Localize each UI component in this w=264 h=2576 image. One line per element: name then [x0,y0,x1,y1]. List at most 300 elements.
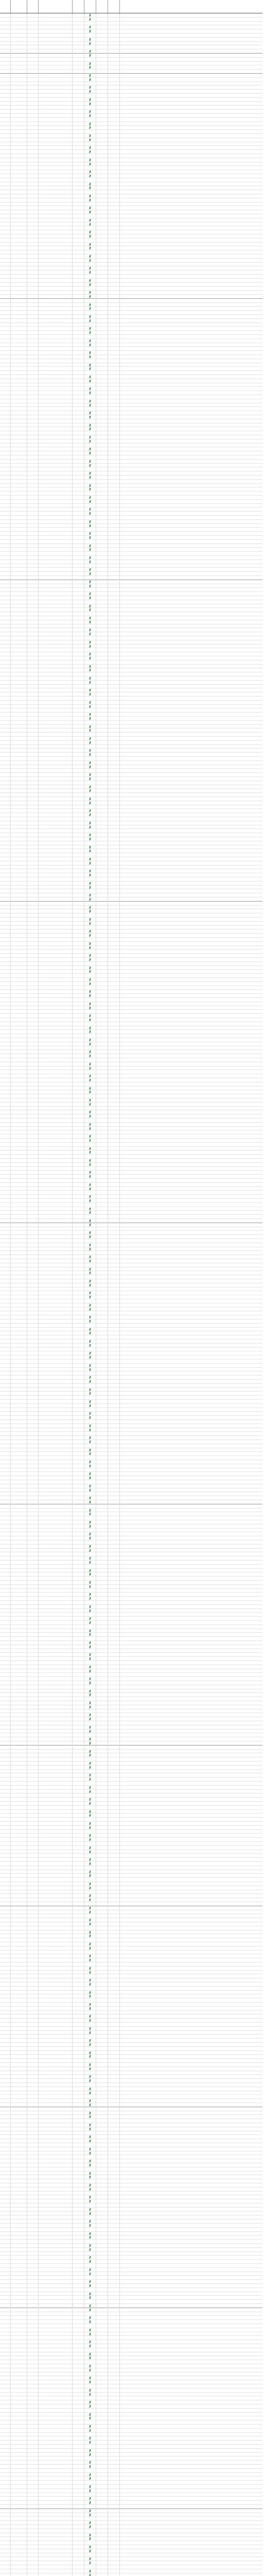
cell-col-3[interactable] [27,327,39,331]
cell-col-6[interactable] [84,496,96,500]
cell-col-1[interactable] [0,343,11,347]
cell-col-7[interactable] [96,130,108,134]
cell-col-3[interactable] [27,22,39,26]
cell-col-7[interactable] [96,62,108,66]
cell-col-5[interactable] [73,206,84,210]
cell-col-3[interactable] [27,540,39,544]
cell-col-4[interactable] [39,327,73,331]
cell-col-1[interactable] [0,54,11,58]
cell-col-8[interactable] [108,70,120,74]
cell-col-3[interactable] [27,556,39,560]
cell-col-8[interactable] [108,13,120,18]
cell-col-4[interactable] [39,367,73,371]
cell-col-8[interactable] [108,33,120,38]
cell-col-3[interactable] [27,476,39,480]
cell-col-2[interactable] [11,464,27,468]
cell-col-5[interactable] [73,54,84,58]
cell-col-2[interactable] [11,383,27,387]
cell-col-5[interactable] [73,49,84,54]
cell-col-7[interactable] [96,45,108,49]
cell-col-4[interactable] [39,431,73,435]
cell-col-5[interactable] [73,266,84,270]
cell-col-6[interactable] [84,307,96,311]
cell-col-2[interactable] [11,399,27,403]
cell-col-1[interactable] [0,250,11,255]
cell-col-8[interactable] [108,178,120,182]
cell-col-6[interactable] [84,234,96,239]
cell-col-3[interactable] [27,166,39,170]
cell-col-8[interactable] [108,487,120,492]
cell-col-8[interactable] [108,255,120,259]
cell-col-7[interactable] [96,323,108,327]
cell-col-8[interactable] [108,102,120,106]
cell-col-6[interactable] [84,391,96,395]
cell-col-8[interactable] [108,447,120,451]
cell-col-5[interactable] [73,387,84,391]
column-header-2[interactable] [11,0,27,13]
cell-col-8[interactable] [108,415,120,419]
cell-col-4[interactable] [39,154,73,158]
cell-col-8[interactable] [108,54,120,58]
cell-col-2[interactable] [11,327,27,331]
cell-col-3[interactable] [27,315,39,319]
cell-col-7[interactable] [96,214,108,218]
cell-col-5[interactable] [73,158,84,162]
cell-col-2[interactable] [11,455,27,460]
cell-col-8[interactable] [108,182,120,187]
cell-col-5[interactable] [73,33,84,38]
cell-col-2[interactable] [11,431,27,435]
cell-col-1[interactable] [0,395,11,399]
cell-col-1[interactable] [0,532,11,536]
column-header-3[interactable] [27,0,39,13]
cell-col-1[interactable] [0,439,11,444]
cell-col-2[interactable] [11,154,27,158]
cell-col-2[interactable] [11,504,27,508]
cell-col-7[interactable] [96,476,108,480]
cell-col-1[interactable] [0,246,11,250]
cell-col-6[interactable] [84,415,96,419]
cell-col-3[interactable] [27,158,39,162]
cell-col-7[interactable] [96,49,108,54]
cell-col-3[interactable] [27,399,39,403]
cell-col-7[interactable] [96,42,108,46]
cell-col-3[interactable] [27,552,39,556]
cell-col-1[interactable] [0,286,11,291]
cell-col-3[interactable] [27,25,39,29]
cell-col-8[interactable] [108,218,120,223]
column-header-4[interactable] [39,0,73,13]
cell-col-2[interactable] [11,507,27,512]
cell-col-7[interactable] [96,520,108,524]
cell-col-2[interactable] [11,134,27,138]
cell-col-4[interactable] [39,130,73,134]
cell-col-7[interactable] [96,114,108,118]
cell-col-1[interactable] [0,556,11,560]
cell-col-7[interactable] [96,507,108,512]
cell-col-1[interactable] [0,146,11,150]
cell-col-8[interactable] [108,275,120,279]
cell-col-2[interactable] [11,415,27,419]
cell-col-3[interactable] [27,214,39,218]
cell-col-4[interactable] [39,114,73,118]
cell-col-1[interactable] [0,138,11,142]
cell-col-3[interactable] [27,544,39,548]
cell-col-4[interactable] [39,315,73,319]
cell-col-8[interactable] [108,323,120,327]
cell-col-4[interactable] [39,45,73,49]
cell-col-6[interactable] [84,126,96,130]
cell-col-5[interactable] [73,18,84,22]
cell-col-6[interactable] [84,86,96,90]
cell-col-4[interactable] [39,259,73,263]
cell-col-1[interactable] [0,118,11,122]
cell-col-8[interactable] [108,347,120,351]
cell-col-8[interactable] [108,536,120,540]
cell-col-2[interactable] [11,255,27,259]
cell-col-8[interactable] [108,259,120,263]
cell-col-1[interactable] [0,29,11,33]
cell-col-4[interactable] [39,239,73,243]
cell-col-2[interactable] [11,331,27,335]
cell-col-7[interactable] [96,291,108,295]
cell-col-1[interactable] [0,162,11,166]
cell-col-3[interactable] [27,174,39,178]
cell-col-2[interactable] [11,259,27,263]
cell-col-2[interactable] [11,214,27,218]
cell-col-1[interactable] [0,339,11,343]
cell-col-1[interactable] [0,435,11,439]
cell-col-1[interactable] [0,471,11,476]
cell-col-2[interactable] [11,98,27,102]
cell-col-5[interactable] [73,190,84,194]
cell-col-3[interactable] [27,500,39,504]
cell-col-7[interactable] [96,303,108,307]
cell-col-8[interactable] [108,484,120,488]
cell-col-4[interactable] [39,500,73,504]
cell-col-2[interactable] [11,150,27,154]
cell-col-6[interactable] [84,439,96,444]
cell-col-4[interactable] [39,536,73,540]
cell-col-2[interactable] [11,118,27,122]
cell-col-1[interactable] [0,460,11,464]
cell-col-2[interactable] [11,407,27,411]
cell-col-1[interactable] [0,295,11,299]
cell-col-2[interactable] [11,347,27,351]
cell-col-1[interactable] [0,259,11,263]
cell-col-8[interactable] [108,250,120,255]
cell-col-7[interactable] [96,255,108,259]
cell-col-3[interactable] [27,154,39,158]
cell-col-4[interactable] [39,82,73,86]
cell-col-6[interactable] [84,492,96,496]
cell-col-3[interactable] [27,467,39,471]
cell-col-4[interactable] [39,243,73,247]
cell-col-5[interactable] [73,223,84,227]
cell-col-3[interactable] [27,102,39,106]
cell-col-6[interactable] [84,444,96,448]
cell-col-4[interactable] [39,319,73,323]
cell-col-3[interactable] [27,343,39,347]
cell-col-4[interactable] [39,492,73,496]
cell-col-7[interactable] [96,431,108,435]
cell-col-3[interactable] [27,38,39,42]
cell-col-1[interactable] [0,536,11,540]
cell-col-5[interactable] [73,419,84,423]
cell-col-5[interactable] [73,504,84,508]
cell-col-6[interactable] [84,29,96,33]
cell-col-3[interactable] [27,484,39,488]
cell-col-2[interactable] [11,13,27,18]
cell-col-5[interactable] [73,399,84,403]
cell-col-4[interactable] [39,460,73,464]
cell-col-6[interactable] [84,536,96,540]
cell-col-5[interactable] [73,299,84,303]
cell-col-1[interactable] [0,202,11,207]
cell-col-1[interactable] [0,266,11,270]
cell-col-2[interactable] [11,536,27,540]
cell-col-6[interactable] [84,524,96,528]
cell-col-7[interactable] [96,286,108,291]
cell-col-1[interactable] [0,383,11,387]
cell-col-1[interactable] [0,315,11,319]
cell-col-3[interactable] [27,206,39,210]
cell-col-2[interactable] [11,22,27,26]
cell-col-1[interactable] [0,335,11,339]
cell-col-7[interactable] [96,411,108,415]
cell-col-7[interactable] [96,536,108,540]
cell-col-8[interactable] [108,226,120,230]
cell-col-7[interactable] [96,270,108,275]
cell-col-7[interactable] [96,496,108,500]
cell-col-4[interactable] [39,419,73,423]
cell-col-8[interactable] [108,319,120,323]
cell-col-6[interactable] [84,528,96,532]
cell-col-7[interactable] [96,98,108,102]
cell-col-6[interactable] [84,540,96,544]
cell-col-4[interactable] [39,415,73,419]
cell-col-6[interactable] [84,70,96,74]
cell-col-2[interactable] [11,33,27,38]
cell-col-2[interactable] [11,444,27,448]
cell-col-1[interactable] [0,70,11,74]
cell-col-4[interactable] [39,351,73,355]
cell-col-5[interactable] [73,198,84,202]
cell-col-1[interactable] [0,218,11,223]
cell-col-2[interactable] [11,500,27,504]
cell-col-6[interactable] [84,106,96,110]
cell-col-1[interactable] [0,476,11,480]
cell-col-8[interactable] [108,94,120,98]
cell-col-1[interactable] [0,94,11,98]
cell-col-1[interactable] [0,496,11,500]
cell-col-7[interactable] [96,194,108,198]
cell-col-6[interactable] [84,90,96,94]
cell-col-7[interactable] [96,25,108,29]
cell-col-8[interactable] [108,451,120,455]
cell-col-2[interactable] [11,532,27,536]
cell-col-5[interactable] [73,351,84,355]
cell-col-4[interactable] [39,283,73,287]
cell-col-2[interactable] [11,496,27,500]
cell-col-7[interactable] [96,335,108,339]
cell-col-4[interactable] [39,355,73,359]
cell-col-4[interactable] [39,480,73,484]
cell-col-7[interactable] [96,355,108,359]
cell-col-5[interactable] [73,363,84,367]
cell-col-3[interactable] [27,283,39,287]
cell-col-6[interactable] [84,166,96,170]
cell-col-5[interactable] [73,259,84,263]
cell-col-1[interactable] [0,45,11,49]
cell-col-3[interactable] [27,291,39,295]
cell-col-4[interactable] [39,250,73,255]
cell-col-5[interactable] [73,295,84,299]
cell-col-6[interactable] [84,315,96,319]
cell-col-2[interactable] [11,206,27,210]
cell-col-2[interactable] [11,279,27,283]
column-header-6[interactable] [84,0,96,13]
cell-col-1[interactable] [0,170,11,174]
cell-col-3[interactable] [27,90,39,94]
cell-col-2[interactable] [11,29,27,33]
cell-col-5[interactable] [73,25,84,29]
cell-col-4[interactable] [39,42,73,46]
cell-col-7[interactable] [96,427,108,431]
cell-col-8[interactable] [108,98,120,102]
cell-col-1[interactable] [0,150,11,154]
cell-col-8[interactable] [108,134,120,138]
cell-col-7[interactable] [96,387,108,391]
cell-col-8[interactable] [108,286,120,291]
cell-col-4[interactable] [39,487,73,492]
cell-col-4[interactable] [39,202,73,207]
cell-col-6[interactable] [84,223,96,227]
cell-col-6[interactable] [84,13,96,18]
cell-col-8[interactable] [108,130,120,134]
cell-col-7[interactable] [96,186,108,190]
cell-col-5[interactable] [73,471,84,476]
cell-col-3[interactable] [27,259,39,263]
cell-col-3[interactable] [27,403,39,408]
cell-col-1[interactable] [0,78,11,82]
cell-col-4[interactable] [39,214,73,218]
cell-col-2[interactable] [11,548,27,552]
cell-col-2[interactable] [11,146,27,150]
cell-col-5[interactable] [73,496,84,500]
cell-col-6[interactable] [84,194,96,198]
cell-col-4[interactable] [39,435,73,439]
cell-col-6[interactable] [84,435,96,439]
cell-col-2[interactable] [11,303,27,307]
cell-col-1[interactable] [0,447,11,451]
cell-col-3[interactable] [27,18,39,22]
cell-col-4[interactable] [39,29,73,33]
cell-col-3[interactable] [27,122,39,126]
cell-col-4[interactable] [39,512,73,516]
cell-col-6[interactable] [84,532,96,536]
cell-col-5[interactable] [73,146,84,150]
cell-col-6[interactable] [84,507,96,512]
cell-col-2[interactable] [11,138,27,142]
cell-col-2[interactable] [11,70,27,74]
cell-col-7[interactable] [96,455,108,460]
cell-col-5[interactable] [73,464,84,468]
cell-col-3[interactable] [27,536,39,540]
cell-col-3[interactable] [27,307,39,311]
cell-col-5[interactable] [73,311,84,315]
cell-col-5[interactable] [73,556,84,560]
cell-col-5[interactable] [73,516,84,520]
cell-col-4[interactable] [39,218,73,223]
cell-col-8[interactable] [108,351,120,355]
cell-col-7[interactable] [96,158,108,162]
cell-col-2[interactable] [11,49,27,54]
cell-col-5[interactable] [73,487,84,492]
cell-col-5[interactable] [73,484,84,488]
cell-col-7[interactable] [96,70,108,74]
cell-col-2[interactable] [11,25,27,29]
cell-col-3[interactable] [27,367,39,371]
cell-col-5[interactable] [73,371,84,375]
cell-col-8[interactable] [108,383,120,387]
cell-col-6[interactable] [84,375,96,379]
cell-col-6[interactable] [84,62,96,66]
cell-col-8[interactable] [108,339,120,343]
cell-col-8[interactable] [108,516,120,520]
cell-col-5[interactable] [73,359,84,363]
cell-col-4[interactable] [39,78,73,82]
cell-col-6[interactable] [84,323,96,327]
cell-col-3[interactable] [27,33,39,38]
cell-col-8[interactable] [108,38,120,42]
cell-col-1[interactable] [0,142,11,146]
cell-col-1[interactable] [0,355,11,359]
cell-col-3[interactable] [27,42,39,46]
cell-col-5[interactable] [73,114,84,118]
cell-col-3[interactable] [27,45,39,49]
cell-col-2[interactable] [11,435,27,439]
cell-col-4[interactable] [39,496,73,500]
cell-col-3[interactable] [27,487,39,492]
cell-col-3[interactable] [27,94,39,98]
cell-col-5[interactable] [73,500,84,504]
cell-col-5[interactable] [73,548,84,552]
cell-col-4[interactable] [39,343,73,347]
cell-col-3[interactable] [27,480,39,484]
cell-col-4[interactable] [39,299,73,303]
cell-col-6[interactable] [84,42,96,46]
cell-col-6[interactable] [84,74,96,78]
cell-col-6[interactable] [84,210,96,214]
cell-col-4[interactable] [39,528,73,532]
cell-col-6[interactable] [84,460,96,464]
cell-col-6[interactable] [84,500,96,504]
cell-col-3[interactable] [27,347,39,351]
cell-col-7[interactable] [96,218,108,223]
cell-col-4[interactable] [39,524,73,528]
cell-col-5[interactable] [73,323,84,327]
cell-col-5[interactable] [73,118,84,122]
cell-col-2[interactable] [11,286,27,291]
cell-col-3[interactable] [27,226,39,230]
cell-col-4[interactable] [39,383,73,387]
cell-col-7[interactable] [96,146,108,150]
cell-col-7[interactable] [96,544,108,548]
cell-col-8[interactable] [108,375,120,379]
cell-col-7[interactable] [96,311,108,315]
cell-col-4[interactable] [39,234,73,239]
